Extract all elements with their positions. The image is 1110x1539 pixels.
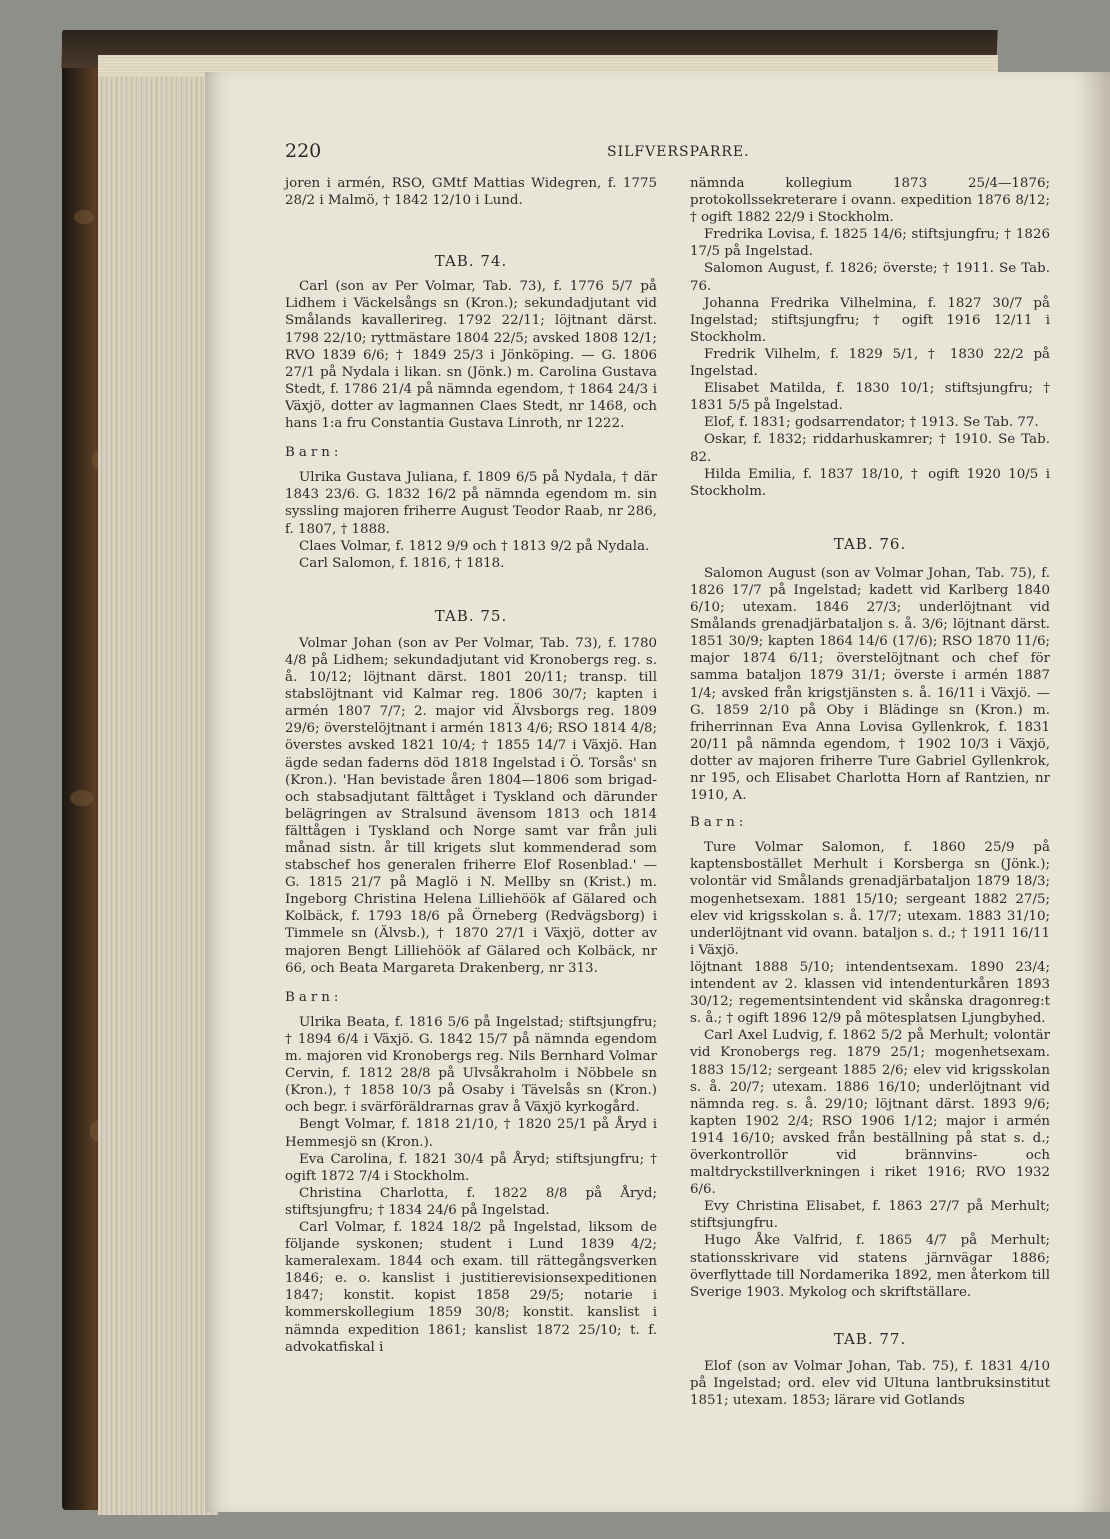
child-entry: Christina Charlotta, f. 1822 8/8 på Åryd; stiftsjungfru; † 1834 24/6 på Ingelstad. [285, 1185, 657, 1218]
page-header [285, 140, 1050, 166]
section-heading: TAB. 74. [434, 252, 508, 271]
paragraph: nämnda kollegium 1873 25/4—1876; protokollssekreterare i ovann. expedition 1876 8/12; † ogift 1882 22/9 i Stockholm. [690, 176, 1050, 226]
left-column [285, 175, 657, 1356]
child-entry: Salomon August, f. 1826; överste; † 1911. Se Tab. 76. [690, 261, 1050, 294]
right-column [690, 175, 1050, 1409]
child-entry: Ulrika Gustava Juliana, f. 1809 6/5 på Nydala, † där 1843 23/6. G. 1832 16/2 på nämnda egendom m. sin syssling majoren friherre August Teodor Raab, nr 286, f. 1807, † 1888. [285, 470, 657, 537]
child-entry: Ture Volmar Salomon, f. 1860 25/9 på kaptensbostället Merhult i Korsberga sn (Jönk.); volontär vid Smålands grenadjärbataljon 1879 18/3; mogenhetsexam. 1881 15/10; sergeant 1882 27/5; elev vid krigsskolan s. å. 17/7; utexam. 1883 31/10; underlöjtnant vid ovann. bataljon s. d.; † 1911 16/11 i Växjö. [690, 840, 1050, 958]
paragraph: Volmar Johan (son av Per Volmar, Tab. 73), f. 1780 4/8 på Lidhem; sekundadjutant vid Kronobergs reg. s. å. 10/12; löjtnant därst. 1801 20/11; transp. till stabslöjtnant vid Kalmar reg. 1806 30/7; kapten i armén 1807 7/7; 2. major vid Älvsborgs reg. 1809 29/6; överstelöjtnant i armén 1813 4/6; RSO 1814 4/8; överstes avsked 1821 10/4; † 1855 14/7 i Växjö. Han ägde sedan faderns död 1818 Ingelstad i Ö. Torsås' sn (Kron.). 'Han bevistade åren 1804—1806 som brigad- och stabsadjutant fälttåget i Tyskland och därunder belägringen av Stralsund ävensom 1813 och 1814 fälttågen i Tyskland och Norge samt var från juli månad sistn. år till krigets slut kommenderad som stabschef hos generalen friherre Elof Rosenblad.' — G. 1815 21/7 på Maglö i N. Mellby sn (Krist.) m. Ingeborg Christina Helena Lilliehöök af Gälared och Kolbäck, f. 1793 18/6 på Örneberg (Redvägsborg) i Timmele sn (Älvsb.), † 1870 27/1 i Växjö, dotter av majoren Bengt Lilliehöök af Gälared och Kolbäck, nr 66, och Beata Margareta Drakenberg, nr 313. [285, 635, 657, 976]
child-entry: Oskar, f. 1832; riddarhuskamrer; † 1910. Se Tab. 82. [690, 432, 1050, 465]
children-heading: Barn: [285, 989, 343, 1005]
child-entry: Fredrik Vilhelm, f. 1829 5/1, † 1830 22/2 på Ingelstad. [690, 346, 1050, 380]
child-entry: Hugo Åke Valfrid, f. 1865 4/7 på Merhult; stationsskrivare vid statens järnvägar 1886; överflyttade till Nordamerika 1892, men återkom till Sverige 1903. Mykolog och skriftställare. [690, 1233, 1050, 1300]
page-edges [98, 55, 218, 1515]
paragraph: Carl (son av Per Volmar, Tab. 73), f. 1776 5/7 på Lidhem i Väckelsångs sn (Kron.); sekundadjutant vid Smålands kavallerireg. 1792 22/11; löjtnant därst. 1798 22/10; ryttmästare 1804 22/5; avsked 1808 12/1; RVO 1839 6/6; † 1849 25/3 i Jönköping. — G. 1806 27/1 på Nydala i likan. sn (Jönk.) m. Carolina Gustava Stedt, f. 1786 21/4 på nämnda egendom, † 1864 24/3 i Växjö, dotter av lagmannen Claes Stedt, nr 1468, och hans 1:a fru Constantia Gustava Linroth, nr 1222. [285, 279, 657, 432]
child-entry: Hilda Emilia, f. 1837 18/10, † ogift 1920 10/5 i Stockholm. [690, 466, 1050, 499]
child-entry-continued: löjtnant 1888 5/10; intendentsexam. 1890 23/4; intendent av 2. klassen vid intendenturkåren 1893 30/12; regementsintendent vid skånska dragonreg:t s. å.; † ogift 1896 12/9 på mötesplatsen Ljungbyhed. [690, 959, 1050, 1027]
section-heading: TAB. 77. [833, 1329, 907, 1348]
children-heading: Barn: [285, 445, 343, 461]
child-entry: Carl Axel Ludvig, f. 1862 5/2 på Merhult; volontär vid Kronobergs reg. 1879 25/1; mogenhetsexam. 1883 15/12; sergeant 1885 2/6; elev vid krigsskolan s. å. 20/7; utexam. 1886 16/10; underlöjtnant vid nämnda reg. s. å. 29/10; löjtnant därst. 1893 9/6; kapten 1902 2/4; RSO 1906 1/12; major i armén 1914 16/10; avsked från beställning på stat s. d.; överkontrollör vid brännvins- och maltdryckstillverkningen i riket 1916; RVO 1932 6/6. [690, 1028, 1050, 1198]
child-entry: Carl Salomon, f. 1816, † 1818. [299, 555, 505, 571]
children-heading: Barn: [690, 815, 748, 831]
child-entry: Fredrika Lovisa, f. 1825 14/6; stiftsjungfru; † 1826 17/5 på Ingelstad. [690, 227, 1050, 260]
paragraph: joren i armén, RSO, GMtf Mattias Widegren, f. 1775 28/2 i Malmö, † 1842 12/10 i Lund. [285, 176, 657, 209]
section-heading: TAB. 75. [434, 606, 508, 625]
page-gutter-shadow [1075, 72, 1110, 1512]
child-entry: Elisabet Matilda, f. 1830 10/1; stiftsjungfru; † 1831 5/5 på Ingelstad. [690, 381, 1050, 414]
paragraph: Elof (son av Volmar Johan, Tab. 75), f. 1831 4/10 på Ingelstad; ord. elev vid Ultuna lantbruksinstitut 1851; utexam. 1853; lärare vid Gotlands [690, 1358, 1050, 1409]
child-entry: Bengt Volmar, f. 1818 21/10, † 1820 25/1 på Åryd i Hemmesjö sn (Kron.). [285, 1117, 657, 1150]
child-entry: Eva Carolina, f. 1821 30/4 på Åryd; stiftsjungfru; † ogift 1872 7/4 i Stockholm. [285, 1151, 657, 1184]
child-entry: Claes Volmar, f. 1812 9/9 och † 1813 9/2 på Nydala. [299, 538, 650, 554]
child-entry: Elof, f. 1831; godsarrendator; † 1913. Se Tab. 77. [704, 415, 1039, 431]
child-entry: Evy Christina Elisabet, f. 1863 27/7 på Merhult; stiftsjungfru. [690, 1199, 1050, 1232]
child-entry: Ulrika Beata, f. 1816 5/6 på Ingelstad; stiftsjungfru; † 1894 6/4 i Växjö. G. 1842 15/7 på nämnda egendom m. majoren vid Kronobergs reg. Nils Bernhard Volmar Cervin, f. 1812 28/8 på Ulvsåkraholm i Nöbbele sn (Kron.), † 1858 10/3 på Osaby i Tävelsås sn (Kron.) och begr. i svärföräldrarnas grav å Växjö kyrkogård. [285, 1014, 657, 1116]
section-heading: TAB. 76. [833, 534, 907, 553]
page-number: 220 [285, 140, 322, 162]
child-entry: Johanna Fredrika Vilhelmina, f. 1827 30/7 på Ingelstad; stiftsjungfru; † ogift 1916 12/11 i Stockholm. [690, 295, 1050, 345]
child-entry: Carl Volmar, f. 1824 18/2 på Ingelstad, liksom de följande syskonen; student i Lund 1839 4/2; kameralexam. 1844 och exam. till rättegångsverken 1846; e. o. kanslist i justitierevisionsexpeditionen 1847; konstit. kopist 1858 29/5; notarie i kommerskollegium 1859 30/8; konstit. kanslist i nämnda expedition 1861; kanslist 1872 25/10; t. f. advokatfiskal i [285, 1219, 657, 1355]
running-title: SILFVERSPARRE. [607, 144, 750, 160]
paragraph: Salomon August (son av Volmar Johan, Tab. 75), f. 1826 17/7 på Ingelstad; kadett vid Karlberg 1840 6/10; utexam. 1846 27/3; underlöjtnant vid Smålands grenadjärbataljon s. å. 3/6; löjtnant därst. 1851 30/9; kapten 1864 14/6 (17/6); RSO 1870 11/6; major 1874 6/11; överstelöjtnant och chef för samma bataljon 1879 31/1; överste i armén 1887 1/4; avsked från krigstjänsten s. å. 16/11 i Växjö. — G. 1859 2/10 på Oby i Blädinge sn (Kron.) m. friherrinnan Eva Anna Lovisa Gyllenkrok, f. 1831 20/11 på nämnda egendom, † 1902 10/3 i Växjö, dotter av majoren friherre Ture Gabriel Gyllenkrok, nr 195, och Elisabet Charlotta Horn af Rantzien, nr 1910, A. [690, 565, 1050, 804]
